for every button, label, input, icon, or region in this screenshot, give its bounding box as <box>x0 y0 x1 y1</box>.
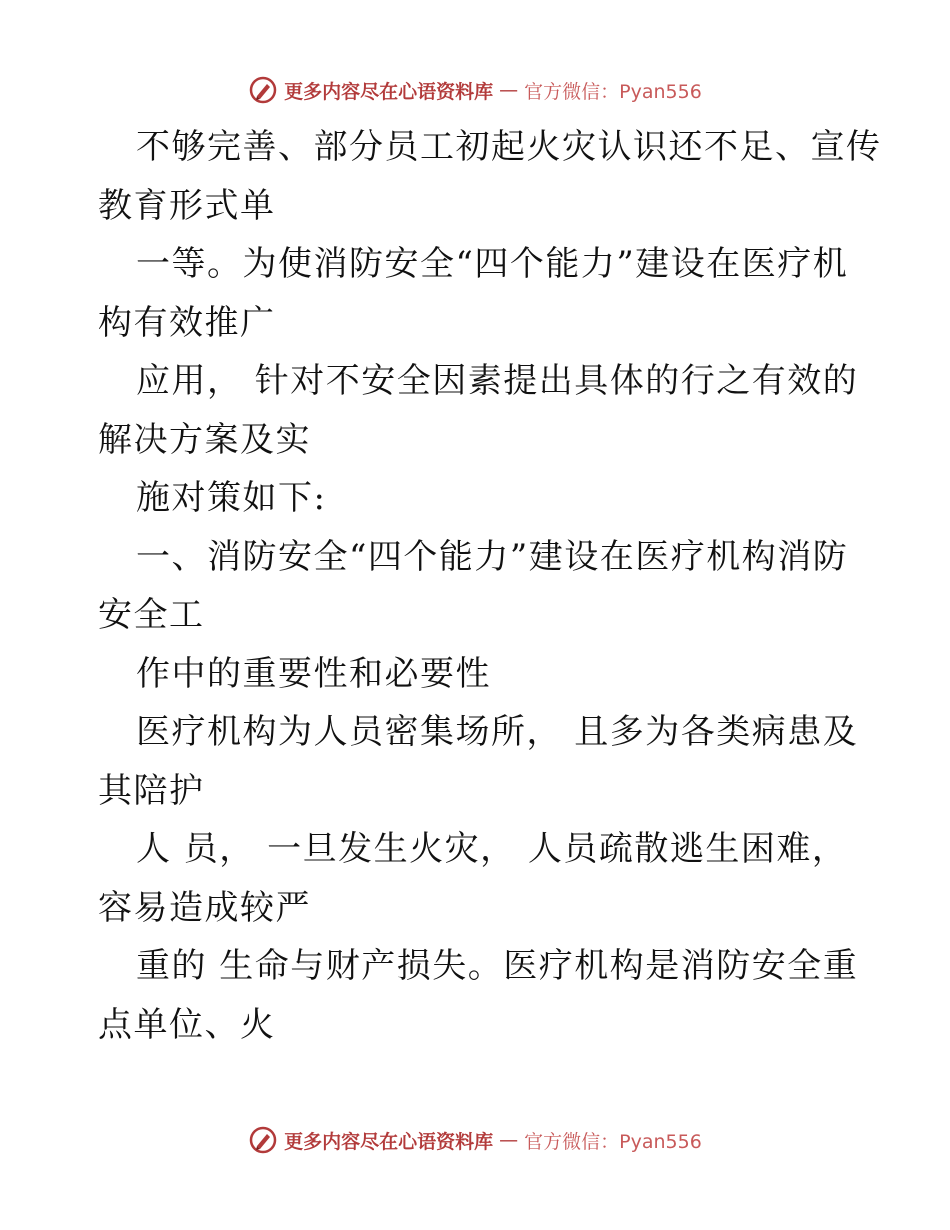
footer-banner-separator: — <box>499 1129 519 1151</box>
body-line: 容易造成较严 <box>98 887 311 928</box>
footer-banner <box>0 1120 950 1160</box>
body-line: 构有效推广 <box>98 302 276 343</box>
header-banner <box>0 70 950 110</box>
body-line: 不够完善、部分员工初起火灾认识还不足、宣传 <box>136 127 882 167</box>
pen-logo-icon <box>248 1125 278 1155</box>
header-banner-separator: — <box>499 79 519 101</box>
body-line: 施对策如下: <box>136 478 327 518</box>
footer-banner-text: 更多内容尽在心语资料库 <box>284 1130 494 1153</box>
header-banner-subtext: 官方微信：Pyan556 <box>524 80 702 103</box>
body-line: 一、消防安全“四个能力”建设在医疗机构消防 <box>136 536 849 577</box>
body-line: 作中的重要性和必要性 <box>136 653 491 694</box>
footer-banner-subtext: 官方微信：Pyan556 <box>524 1130 702 1153</box>
body-line: 点单位、火 <box>98 1004 276 1045</box>
pen-logo-icon <box>248 75 278 105</box>
document-body <box>98 118 882 1054</box>
body-line: 其陪护 <box>98 770 205 811</box>
body-line: 教育形式单 <box>98 185 276 226</box>
body-line: 医疗机构为人员密集场所， 且多为各类病患及 <box>136 712 859 752</box>
header-banner-text: 更多内容尽在心语资料库 <box>284 80 494 103</box>
body-line: 安全工 <box>98 595 205 635</box>
body-line: 解决方案及实 <box>98 419 311 460</box>
body-line: 重的 生命与财产损失。医疗机构是消防安全重 <box>136 946 859 986</box>
body-line: 应用， 针对不安全因素提出具体的行之有效的 <box>136 361 859 401</box>
body-line: 一等。为使消防安全“四个能力”建设在医疗机 <box>136 244 849 284</box>
body-line: 人 员， 一旦发生火灾， 人员疏散逃生困难， <box>136 829 848 869</box>
